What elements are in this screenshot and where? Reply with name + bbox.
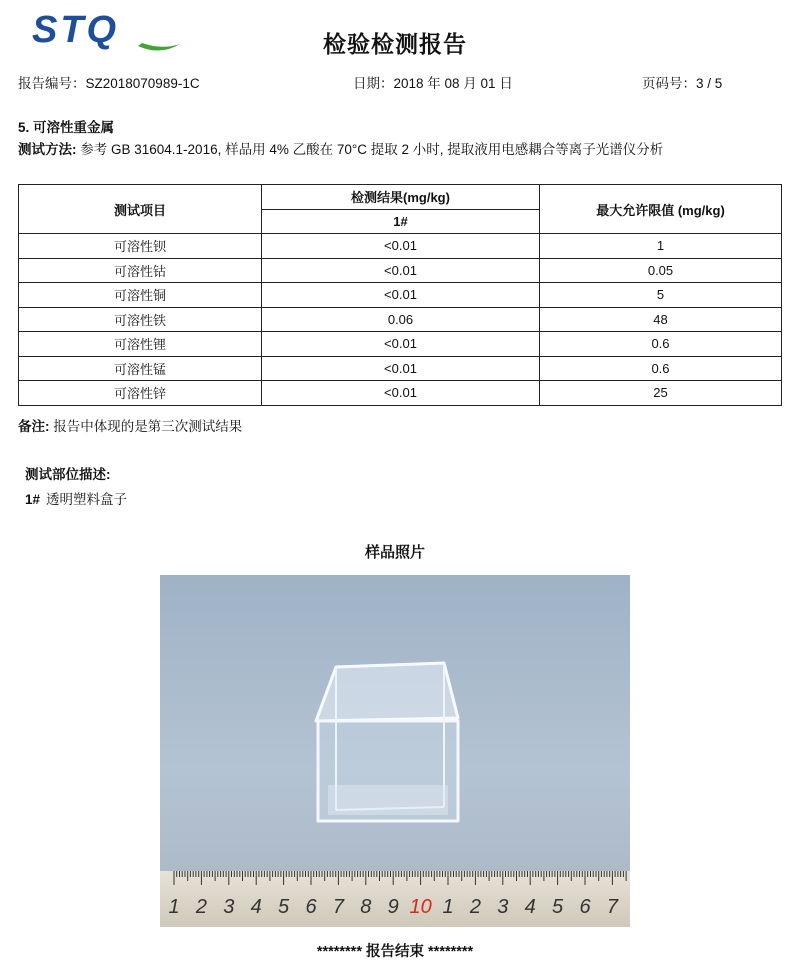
remark-text: 报告中体现的是第三次测试结果: [49, 419, 243, 434]
table-row: [19, 356, 782, 381]
cell-item: 可溶性铜: [19, 283, 262, 308]
ruler-digit: 3: [497, 896, 509, 918]
cell-result: <0.01: [262, 283, 540, 308]
ruler-digit: 4: [524, 896, 536, 918]
results-table: [18, 184, 782, 406]
ruler-digit: 2: [469, 896, 481, 918]
section-title: 5. 可溶性重金属: [18, 120, 115, 135]
cell-limit: 1: [540, 234, 782, 259]
cell-result: <0.01: [262, 234, 540, 259]
test-method: [18, 139, 778, 160]
table-row: [19, 258, 782, 283]
cell-item: 可溶性锌: [19, 381, 262, 406]
report-title: 检验检测报告: [323, 31, 467, 57]
ruler-digit: 4: [250, 896, 262, 918]
page-number: 页码号：3 / 5: [642, 76, 723, 91]
table-row: [19, 283, 782, 308]
cell-item: 可溶性锰: [19, 356, 262, 381]
photo-title: 样品照片: [364, 544, 425, 561]
logo-text: STQ: [32, 10, 120, 51]
header-result: 检测结果(mg/kg): [262, 185, 540, 210]
part-id: 1#: [25, 492, 41, 507]
remark: [18, 415, 242, 435]
header-sample-id: 1#: [262, 209, 540, 234]
ruler-digit: 9: [387, 896, 399, 918]
ruler-digit: 1: [168, 896, 180, 918]
cell-limit: 25: [540, 381, 782, 406]
ruler-digit: 10: [409, 896, 432, 918]
cell-item: 可溶性钡: [19, 234, 262, 259]
part-description-title: 测试部位描述:: [25, 467, 111, 482]
ruler-digit: 3: [223, 896, 235, 918]
part-description: [25, 488, 127, 508]
table-row: [19, 381, 782, 406]
ruler-digit: 7: [606, 896, 618, 918]
ruler-digit: 2: [195, 896, 207, 918]
transparent-box: [316, 663, 458, 821]
cell-result: <0.01: [262, 332, 540, 357]
cell-item: 可溶性钴: [19, 258, 262, 283]
cell-limit: 5: [540, 283, 782, 308]
cell-limit: 0.05: [540, 258, 782, 283]
test-method-label: 测试方法:: [18, 142, 77, 157]
report-number: 报告编号：SZ2018070989-1C: [18, 76, 200, 91]
table-row: [19, 234, 782, 259]
cell-result: <0.01: [262, 381, 540, 406]
ruler-digit: 1: [442, 896, 454, 918]
cell-limit: 48: [540, 307, 782, 332]
sample-photo: [160, 575, 630, 927]
header-test-item: 测试项目: [19, 185, 262, 234]
cell-result: 0.06: [262, 307, 540, 332]
ruler-digit: 5: [552, 896, 564, 918]
remark-label: 备注:: [18, 419, 50, 434]
cell-item: 可溶性锂: [19, 332, 262, 357]
report-date: 日期：2018 年 08 月 01 日: [353, 76, 513, 91]
ruler-digit: 6: [305, 896, 317, 918]
table-row: [19, 307, 782, 332]
cell-item: 可溶性铁: [19, 307, 262, 332]
ruler-digit: 7: [332, 896, 344, 918]
header-limit: 最大允许限值 (mg/kg): [540, 185, 782, 234]
ruler: [160, 871, 630, 927]
table-row: [19, 332, 782, 357]
test-method-text: 参考 GB 31604.1-2016, 样品用 4% 乙酸在 70°C 提取 2 小时, 提取液用电感耦合等离子光谱仪分析: [76, 142, 664, 157]
part-text: 透明塑料盒子: [46, 492, 128, 507]
ruler-digit: 8: [360, 896, 372, 918]
cell-result: <0.01: [262, 356, 540, 381]
cell-result: <0.01: [262, 258, 540, 283]
cell-limit: 0.6: [540, 356, 782, 381]
cell-limit: 0.6: [540, 332, 782, 357]
report-end: ******** 报告结束 ********: [316, 944, 474, 960]
ruler-digit: 6: [579, 896, 591, 918]
ruler-digit: 5: [278, 896, 290, 918]
